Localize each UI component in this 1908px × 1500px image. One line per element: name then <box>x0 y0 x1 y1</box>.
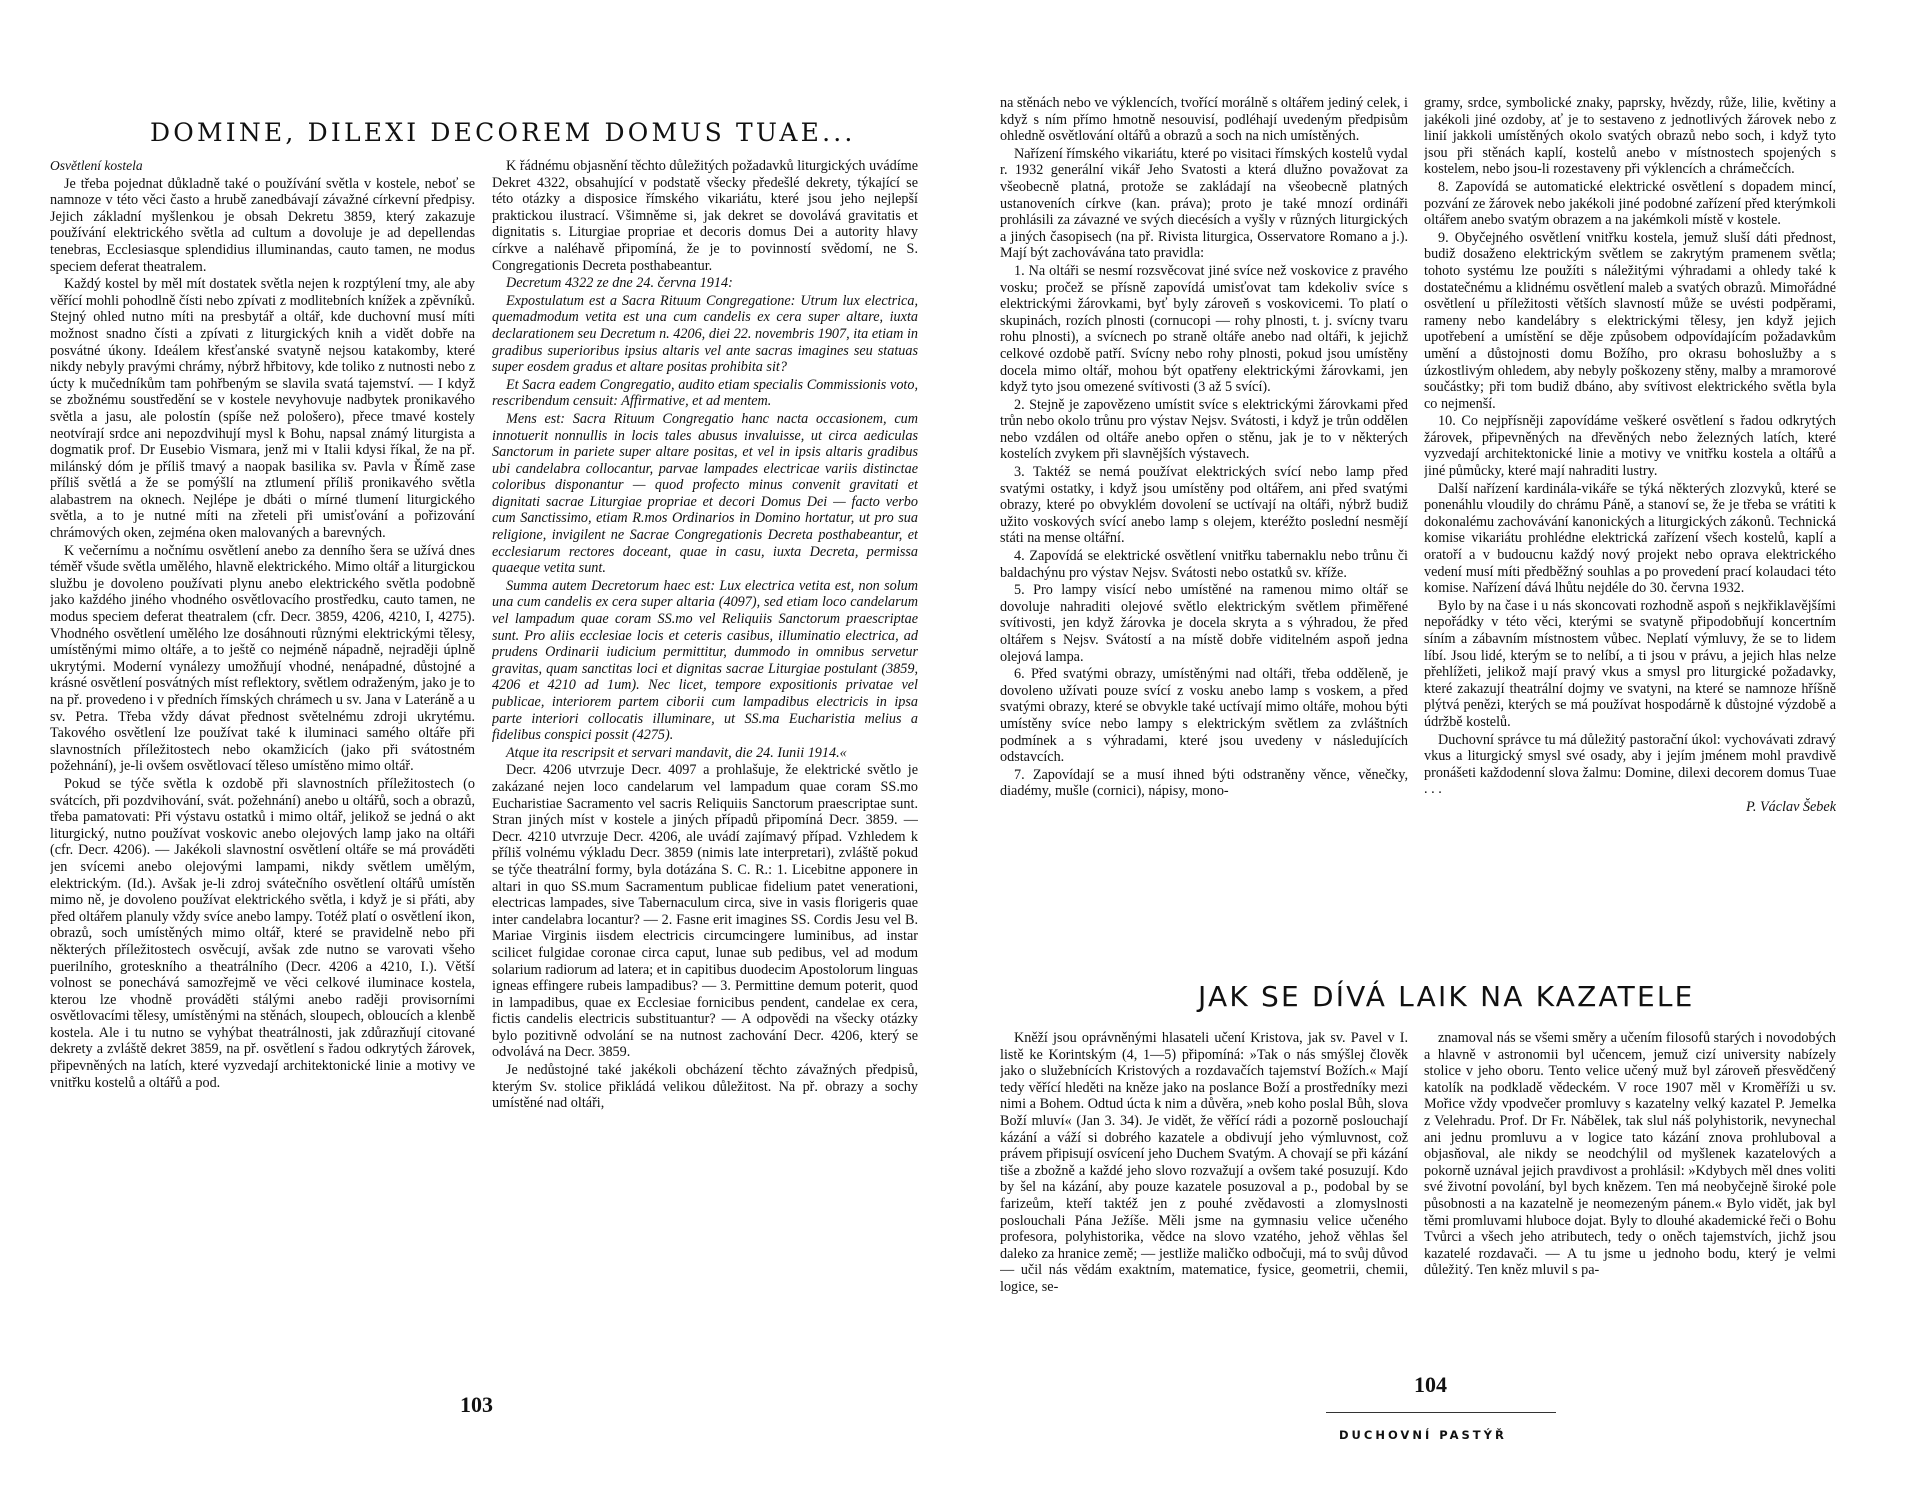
footer-rule <box>1326 1412 1556 1413</box>
paragraph: K řádnému objasnění těchto důležitých požadavků liturgických uvádíme Dekret 4322, obsahující v podstatě všecky předešlé dekrety, týkající se této otázky a disposice římského vikariátu, které jsou jeho nejlepší praktickou ilustrací. Všimněme si, jak dekret se dovolává gravitatis et dignitatis s. Liturgiae propriae et decoris domus Dei a autority hlavy církve a naléhavě připomíná, že je to povinností svědomí, ne S. Congregationis Decreta posthabeantur. <box>492 158 918 274</box>
paragraph: 1. Na oltáři se nesmí rozsvěcovat jiné svíce než voskovice z pravého vosku; pročež se přísně zapovídá umisťovat tam kdekoliv svíce s elektrickými žárovkami, byť byly zároveň s voskovicemi. To platí o skupinách, rozích plnosti (cornucopi — rohy plnosti, t. j. svícny tvaru rohu plnosti), a svícnech po straně oltáře anebo nad oltáři, k jejichž celkové ozdobě patří. Svícny nebo rohy plnosti, pokud jsou umístěny docela mimo oltář, mohou být opatřeny elektrickými žárovkami, jen když tyto jsou omezené svítivosti (3 až 5 svící). <box>1000 262 1408 396</box>
paragraph: 5. Pro lampy visící nebo umístěné na ramenou mimo oltář se dovoluje nahraditi olejové světlo elektrickým světlem přiměřené svítivosti, jen když žárovka je docela skryta a s výhradou, že před oltářem s Nejsv. Svátostí a na místě dobře viditelném aspoň jedna olejová lampa. <box>1000 582 1408 665</box>
left-column-1 <box>50 158 475 1383</box>
paragraph: Expostulatum est a Sacra Rituum Congregatione: Utrum lux electrica, quemadmodum vetita est una cum candelis ex cera super altare, iuxta declarationem seu Decretum n. 4206, diei 22. novembris 1907, ita etiam in gradibus superioribus ipsius altaris vel ante sacras imagines seu statuas super eosdem gradus et altare positas prohibita sit? <box>492 292 918 376</box>
paragraph: Mens est: Sacra Rituum Congregatio hanc nacta occasionem, cum innotuerit nonnullis in locis tales abusus invaluisse, ut circa aediculas Sanctorum in pariete super altare positas, et vel in ipsis altaris gradibus ubi candelabra collocantur, parvae lampades electricae variis distinctae coloribus disponantur — quod profecto minus convenit gravitati et dignitati sacrae Liturgiae propriae et decori Domus Dei — facto verbo cum Sanctissimo, etiam R.mos Ordinarios in Domino hortatur, ut pro sua religione, invigilent ne Sacrae Congregationis Decreta posthabeantur, et ecclesiarum rectores doceant, quae in casu, iuxta Decreta, permissa quaeque vetita sunt. <box>492 410 918 577</box>
paragraph: 9. Obyčejného osvětlení vnitřku kostela, jemuž sluší dáti přednost, budiž dosaženo elektrickým světlem se zakrytým pramenem světla; tohoto systému lze použíti s náležitými výhradami a ohledy také k dostatečnému a klidnému osvětlení maleb a svatých obrazů. Mimořádné osvětlení u příležitosti větších slavností může se uvésti podpěrami, rameny nebo kandelábry s elektrickými tělesy, jen když jejich upotřebení a umístění se děje způsobem odpovídajícím požadavkům umění a důstojnosti domu Božího, pro okrasu bohoslužby a s úzkostlivým ohledem, aby nebyly poškozeny stěny, malby a mramorové součástky; při tom budiž dbáno, aby svítivost elektrického světla byla co nejmenší. <box>1424 229 1836 412</box>
paragraph: na stěnách nebo ve výklencích, tvořící morálně s oltářem jediný celek, i když s ním přímo hmotně nesouvisí, podléhají uvedeným předpisům ohledně osvětlování oltářů a obrazů a soch na nich umístěných. <box>1000 95 1408 145</box>
journal-name: DUCHOVNÍ PASTÝŘ <box>1339 1428 1507 1442</box>
paragraph: Je třeba pojednat důkladně také o používání světla v kostele, neboť se namnoze v této věci často a hrubě zanedbávají závažné církevní předpisy. Jejich základní myšlenkou je obsah Dekretu 3859, který zakazuje používání elektrického světla ad cultum a dovoluje je ad depellendas tenebras, Ecclesiasque splendidius illuminandas, cauto tamen, ne modus speciem deferat theatralem. <box>50 175 475 275</box>
paragraph: Atque ita rescripsit et servari mandavit, die 24. Iunii 1914.« <box>506 744 847 761</box>
paragraph: Pokud se týče světla k ozdobě při slavnostních příležitostech (o svátcích, při pozdvihování, svát. požehnání) anebo u oltářů, soch a obrazů, třeba pamatovati: Při výstavu ostatků i mimo oltář, jelikož se jedná o akt liturgický, nutno používat voskovic anebo olejových lamp jako na oltáři (cfr. Decr. 4206). — Jakékoli slavnostní osvětlení oltáře se má prováděti jen svícemi anebo olejovými lampami, nikdy světlem umělým, elektrickým. (Id.). Avšak je-li zdroj svátečního osvětlení oltářů umístěn mimo ně, je dovoleno používat elektrického světla, i když je si přáti, aby před oltářem planuly vždy svíce anebo lampy. Totéž platí o osvětlení ikon, obrazů, soch umístěných mimo oltář, které se pravidelně nebo při některých příležitostech osvěcují, avšak zde nutno se varovati všeho puerilního, groteskního a theatrálního (Decr. 4206 a 4210, I.). Větší volnost se ponechává samozřejmě ve věci celkové iluminace kostela, kterou lze vhodně prováděti stálými anebo raději provisorními osvětlovacími tělesy, umístěnými na stěnách, sloupech, obloucích a klenbě kostela. Ale i tu nutno se vyhýbat theatrálnosti, jak zdůrazňují citované dekrety a zvláště dekret 3859, na př. osvětlení s řadou odkrytých žárovek, připevněných na latích, které vyzvedají architektonické linie a motivy ve vnitřku kostelů a oltářů a pod. <box>50 775 475 1091</box>
section-subtitle: Osvětlení kostela <box>50 158 143 173</box>
article-title-2: JAK SE DÍVÁ LAIK NA KAZATELE <box>1198 980 1695 1013</box>
paragraph: Další nařízení kardinála-vikáře se týká některých zlozvyků, které se ponenáhlu vloudily do chrámu Páně, a stanoví se, že je třeba se vrátiti k dokonalému zachovávání kanonických a liturgických zákonů. Technická komise vikariátu prohlédne elektrická zařízení všech kostelů, kaplí a oratoří a v budoucnu každý nový projekt nebo oprava elektrického vedení musí míti předběžný souhlas a po provedení prací kolaudaci této komise. Nařízení dává lhůtu nejdéle do 30. června 1932. <box>1424 480 1836 597</box>
paragraph: K večernímu a nočnímu osvětlení anebo za denního šera se užívá dnes téměř všude světla umělého, hlavně elektrického. Mimo oltář a liturgickou službu je dovoleno používati plynu anebo elektrického světla podobně jako každého jiného vhodného osvětlovacího prostředku, cauto tamen, ne modus speciem deferat theatralem (cfr. Decr. 3859, 4206, 4210, I, 4275). Vhodného osvětlení umělého lze dosáhnouti různými elektrickými tělesy, umístěnými mimo oltáře, a to ještě co nejméně nápadně, nejraději úplně ukrytými. Moderní vynálezy umožňují vhodné, nenápadné, důstojné a krásné osvětlení posvátných míst reflektory, světlem odraženým, jako je to na př. provedeno i v předních římských chrámech u sv. Jana v Lateráně a u sv. Petra. Třeba vždy dávat přednost světelnému zdroji ukrytému. Takového osvětlení lze používat také k iluminaci samého oltáře při slavnostních příležitostech nebo okamžicích (jako při svátostném požehnání), je-li ovšem osvětlovací těleso umístěno mimo oltář. <box>50 542 475 775</box>
page-number: 104 <box>1414 1372 1447 1397</box>
paragraph: Nařízení římského vikariátu, které po visitaci římských kostelů vydal r. 1932 generální vikář Jeho Svatosti a která dlužno považovat za všeobecně platná, protože se zakládají na všeobecně platných ustanoveních církve (kan. práva); proto je také mnozí ordináři prohlásili za závazné ve svých diecésích a vyšly v různých liturgických a jiných časopisech (na př. Rivista liturgica, Osservatore Romano a j.). Mají být zachovávána tato pravidla: <box>1000 145 1408 262</box>
paragraph: Et Sacra eadem Congregatio, audito etiam specialis Commissionis voto, rescribendum censuit: Affirmative, et ad mentem. <box>492 376 918 410</box>
left-column-2 <box>492 158 918 1383</box>
paragraph: 2. Stejně je zapovězeno umístit svíce s elektrickými žárovkami před trůn nebo okolo trůnu pro výstav Nejsv. Svátosti, i když je trůn oddělen nebo vzdálen od oltáře anebo opřen o stěnu, jak je to v některých kostelích zvykem při slavnějších výstavech. <box>1000 396 1408 463</box>
paragraph: 6. Před svatými obrazy, umístěnými nad oltáři, třeba odděleně, je dovoleno užívati pouze svící z vosku anebo lamp s voskem, a před svatými obrazy, které se obvykle také uctívají mimo oltáře, mohou býti umístěny svíce nebo lampy s elektrickým světlem za zvláštních podmínek a s výhradami, které jsou uvedeny v následujících odstavcích. <box>1000 666 1408 766</box>
paragraph: Summa autem Decretorum haec est: Lux electrica vetita est, non solum una cum candelis ex cera super altaria (4097), sed etiam loco candelarum vel lampadum quae coram SS.mo vel Reliquiis Sanctorum praescriptae sunt. Pro aliis ecclesiae locis et ceteris casibus, illuminatio electrica, ad prudens Ordinarii iudicium permittitur, dummodo in omnibus servetur gravitas, quam sanctitas loci et dignitas sacrae Liturgiae postulant (3859, 4206 et 4210 ad 1um). Nec licet, tempore expositionis privatae vel publicae, interiorem partem ciborii cum lampadibus electricis in ipsa parte interiori collocatis illuminare, ut SS.ma Eucharistia melius a fidelibus conspici possit (4275). <box>492 577 918 744</box>
right-column-4 <box>1424 1030 1836 1360</box>
paragraph: Decretum 4322 ze dne 24. června 1914: <box>506 275 733 292</box>
right-column-3 <box>1000 1030 1408 1360</box>
right-column-1 <box>1000 95 1408 968</box>
author-signature: P. Václav Šebek <box>1746 798 1836 815</box>
paragraph: 3. Taktéž se nemá používat elektrických svící nebo lamp před svatými ostatky, i když jsou umístěny pod oltářem, ani před svatými obrazy, které po obvyklém dovolení se uctívají na oltáři, nýbrž budiž užito voskových svící anebo lamp s olejem, kteréžto poslední nesmějí státi na mense oltářní. <box>1000 464 1408 547</box>
paragraph: 4. Zapovídá se elektrické osvětlení vnitřku tabernaklu nebo trůnu či baldachýnu pro výstav Nejsv. Svátosti nebo ostatků sv. kříže. <box>1000 548 1408 581</box>
paragraph: Duchovní správce tu má důležitý pastorační úkol: vychovávati zdravý vkus a liturgický smysl své osady, aby i jejím jménem mohl pravdivě pronášeti každodenní slova žalmu: Domine, dilexi decorem domus Tuae . . . <box>1424 731 1836 798</box>
paragraph: 7. Zapovídají se a musí ihned býti odstraněny věnce, věnečky, diadémy, mušle (cornici), nápisy, mono- <box>1000 766 1408 800</box>
paragraph: znamoval nás se všemi směry a učením filosofů starých i novodobých a hlavně v astronomii byl učencem, jemuž cizí university nabízely stolice v jeho oboru. Tento velice učený muž byl zároveň přesvědčený katolík na podkladě vědeckém. V roce 1907 měl v Kroměříži u sv. Mořice vždy vpodvečer promluvy s kazatelny velký kazatel P. Jemelka z Velehradu. Prof. Dr Fr. Nábělek, tak slul náš polyhistorik, nevynechal ani jednu promluvu a v logice tato kázání znova prohluboval a objasňoval, ale nikdy se neodchýlil od myšlenek kazatelových a pokorně uznával jejich pravdivost a prohlásil: »Kdybych měl dnes voliti své životní povolání, byl bych knězem. Ten má neobyčejně široké pole působnosti a na kazatelně je neomezeným pánem.« Bylo vidět, jak byl těmi promluvami hluboce dojat. Byly to dlouhé akademické řeči o Bohu Tvůrci a všech jeho atributech, tedy o oněch tajemstvích, jichž jsou kazatelé rozdavači. — A tu jsme u jednoho bodu, který je velmi důležitý. Ten kněz mluvil s pa- <box>1424 1030 1836 1279</box>
paragraph: Bylo by na čase i u nás skoncovati rozhodně aspoň s nejkřiklavějšími nepořádky v této věci, kterými se svatyně připodobňují koncertním síním a zábavním místnostem vůbec. Neplatí výmluvy, že se to lidem líbí. Jsou lidé, kterým se to nelíbí, a ti jsou v právu, a jejich hlas nelze přehlížeti, jelikož mají pravý vkus a smysl pro liturgické požadavky, které zakazují theatrální dojmy ve svatyni, na které se namnoze hříšně plýtvá penězi, kterých se má používat hospodárně k důstojné výzdobě a údržbě kostelů. <box>1424 597 1836 730</box>
paragraph: Decr. 4206 utvrzuje Decr. 4097 a prohlašuje, že elektrické světlo je zakázané nejen loco candelarum vel lampadum quae coram SS.mo Eucharistiae Sacramento vel sacris Reliquiis Sanctorum praescriptae sunt. Stran jiných míst v kostele a jiných případů připomíná Decr. 3859. — Decr. 4210 utvrzuje Decr. 4206, ale uvádí zajímavý případ. Vzhledem k příliš volnému výkladu Decr. 3859 (nimis late interpretari), zvláště pokud se týče theatrální formy, byla dotázána S. C. R.: 1. Licebitne apponere in altari in quo SS.mum Sacramentum publicae fidelium patet venerationi, electricas lampades, sive Tabernaculum circa, sive in vasis florigeris quae inter candelabra locantur? — 2. Fasne erit imagines SS. Cordis Jesu vel B. Mariae Virginis iisdem electricis circumcingere luminibus, ad instar scilicet fulgidae coronae circa caput, lunae sub pedibus, vel ad modum solarium radiorum ad latera; et in capitibus duodecim Apostolorum linguas igneas effingere rubeis lampadibus? — 3. Permittine demum poterit, quod in lampadibus, quae ex Ecclesiae fornicibus pendent, candelae ex cera, fictis candelis electricis substituantur? — A odpovědi na všecky otázky bylo pozitivně odvolání se na nutnost zachování Decr. 4206, který se odvolává na Decr. 3859. <box>492 762 918 1061</box>
paragraph: Je nedůstojné také jakékoli obcházení těchto závažných předpisů, kterým Sv. stolice přikládá velikou důležitost. Na př. obrazy a sochy umístěné nad oltáři, <box>492 1062 918 1112</box>
right-column-2 <box>1424 95 1836 968</box>
paragraph: Kněží jsou oprávněnými hlasateli učení Kristova, jak sv. Pavel v I. listě ke Korintským (4, 1—5) připomíná: »Tak o nás smýšlej člověk jako o služebnících Kristových a rozdavačích tajemství Božích.« Mají tedy věřící hleděti na kněze jako na poslance Boží a prostředníky mezi nimi a Bohem. Odtud úcta k nim a důvěra, »neb koho poslal Bůh, slova Boží mluví« (Jan 3. 34). Je vidět, že věřící rádi a pozorně poslouchají kázání a váží si dobrého kazatele a obdivují jeho výmluvnost, což právem připisují osvícení jeho Duchem Svatým. A chovají se při kázání tiše a zbožně a každé jeho slovo rozvažují a ovšem také posuzují. Kdo by šel na kázání, aby pouze kazatele posuzoval a p., podobal by se farizeům, kteří taktéž jen z pouhé zvědavosti a zlomyslnosti poslouchali Pána Ježíše. Měli jsme na gymnasiu velice učeného profesora, polyhistorika, vědce na slovo vzatého, jehož věhlas šel daleko za hranice země; — jestliže maličko odbočuji, má to svůj důvod — učil nás vědám exaktním, matematice, fysice, geometrii, chemii, logice, se- <box>1000 1030 1408 1295</box>
paragraph: Každý kostel by měl mít dostatek světla nejen k rozptýlení tmy, ale aby věřící mohli pohodlně čísti nebo zpívati z modlitebních knížek a zpěvníků. Stejný ohled nutno míti na presbytář a oltář, kde duchovní musí míti možnost snadno čísti a zpívati z liturgických knih a vidět dobře na posvátné úkony. Ideálem křesťanské svatyně nejsou katakomby, které nikdy nebyly pravými chrámy, nýbrž hřbitovy, kde toliko z nutnosti nebo z úcty k mučedníkům tam pohřbeným se slavila svatá tajemství. — I když se zbožnému soustředění se v kostele nevyhovuje nadbytek pronikavého světla a jasu, ale polostín (spíše než pološero), přece tmavé kostely neotvírají srdce ani nepozdvihují mysl k Bohu, napsal známý liturgista a dogmatik prof. Dr Eusebio Vismara, jenž mi v Italii kdysi říkal, že na př. milánský dóm je příliš tmavý a naopak basilika sv. Pavla v Římě zase příliš světlá a že se pomýšlí na ztlumení příliš pronikavého světla alabastrem na oknech. Nejlépe je dbáti o mírné tlumení liturgického světla, a to je nutné míti na zřeteli při umisťování a pořizování chrámových oken, zejména oken malovaných a barevných. <box>50 276 475 542</box>
paragraph: 8. Zapovídá se automatické elektrické osvětlení s dopadem mincí, pozvání ze žárovek nebo jakékoli jiné podobné zařízení před kterýmkoli oltářem anebo svatým obrazem a na jakémkoli místě v kostele. <box>1424 178 1836 229</box>
paragraph: gramy, srdce, symbolické znaky, paprsky, hvězdy, růže, lilie, květiny a jakékoli jiné ozdoby, ať je to sestaveno z jednotlivých žárovek nebo z linií jakkoli umístěných okolo svatých obrazů nebo soch, i když tyto jsou při stěnách kaplí, kostelů anebo v místnostech spojených s kostelem, nebo jsou-li rozestaveny při výklencích a chrámečcích. <box>1424 95 1836 178</box>
article-title: DOMINE, DILEXI DECOREM DOMUS TUAE... <box>150 118 856 147</box>
paragraph: 10. Co nejpřísněji zapovídáme veškeré osvětlení s řadou odkrytých žárovek, připevněných na dřevěných nebo železných latích, které vyzvedají architektonické linie a motivy ve vnitřku kostela a oltářů a jiné půmůcky, které mají nahraditi lustry. <box>1424 413 1836 480</box>
right-page <box>954 0 1908 1500</box>
page-number: 103 <box>460 1392 493 1417</box>
